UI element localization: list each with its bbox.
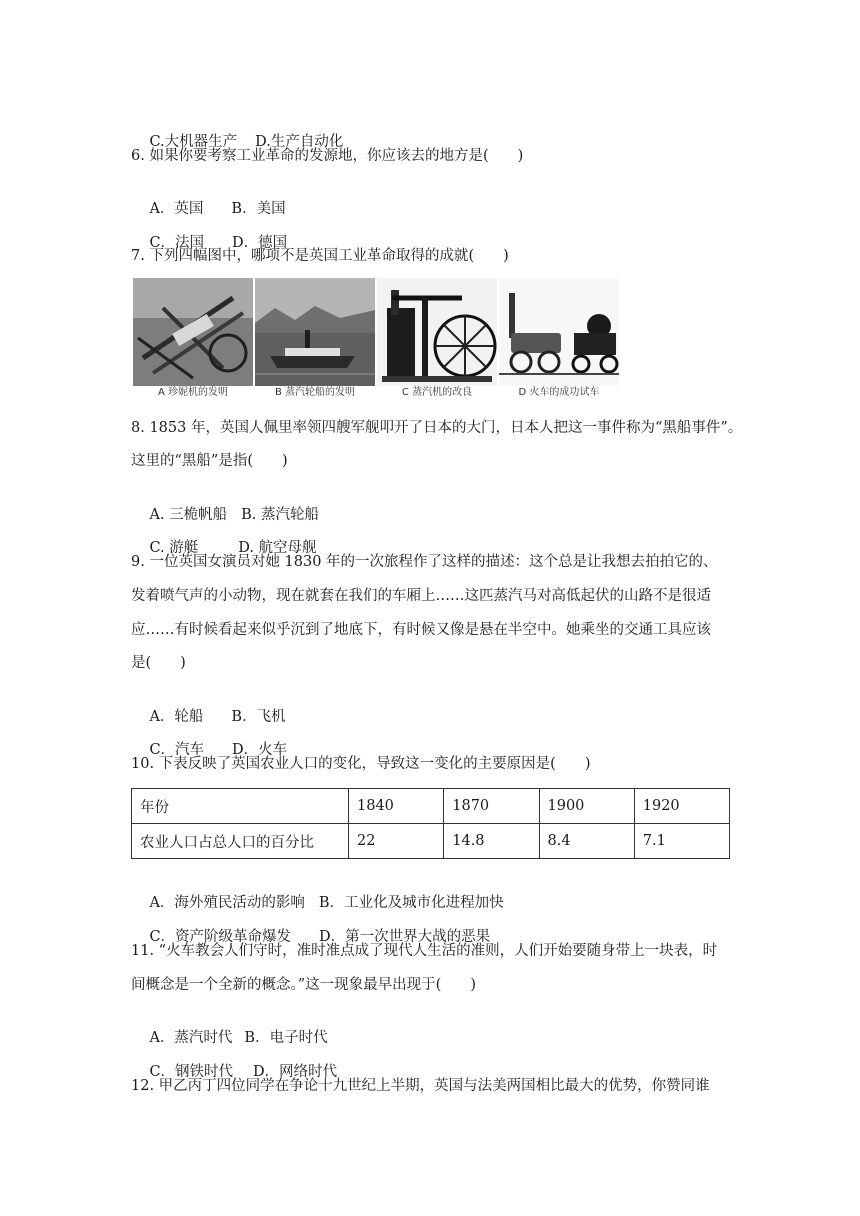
table-row [132,824,730,859]
q8-option-d: D. 航空母舰 [238,540,317,556]
q7-caption-b: B 蒸汽轮船的发明 [274,387,356,398]
q7-image-steamboat [255,278,375,400]
q8-stem-line2: 这里的“黑船”是指( ) [131,453,288,469]
table-cell: 14.8 [444,824,539,859]
q7-caption-c: C 蒸汽机的改良 [401,387,473,398]
q11-option-b: B．电子时代 [244,1030,328,1046]
q5-option-c: C.大机器生产 [149,134,238,150]
table-cell: 1900 [539,789,634,824]
q10-option-c: C．资产阶级革命爆发 [149,929,292,945]
q10-stem: 10. 下表反映了英国农业人口的变化，导致这一变化的主要原因是( ) [131,756,591,772]
q9-stem-line3: 应……有时候看起来似乎沉到了地底下，有时候又像是悬在半空中。她乘坐的交通工具应该 [131,622,711,638]
q7-stem: 7. 下列四幅图中，哪项不是英国工业革命取得的成就( ) [131,248,509,264]
q9-option-d: D．火车 [232,742,288,758]
q11-stem-line1: 11. “火车教会人们守时，准时准点成了现代人生活的准则，人们开始要随身带上一块表，时 [131,943,718,959]
q9-option-c: C．汽车 [149,742,205,758]
q7-image-steam-engine [377,278,497,400]
q10-option-a: A．海外殖民活动的影响 [149,895,305,911]
q9-stem-line1: 9. 一位英国女演员对她 1830 年的一次旅程作了这样的描述：这个总是让我想去拍拍它的、 [131,554,718,570]
table-cell: 22 [349,824,444,859]
table-row [132,789,730,824]
q6-option-b: B．美国 [231,201,286,217]
q12-stem-line1: 12. 甲乙丙丁四位同学在争论十九世纪上半期，英国与法美两国相比最大的优势，你赞同谁 [131,1078,710,1094]
q11-stem-line2: 间概念是一个全新的概念。”这一现象最早出现于( ) [131,977,476,993]
q8-option-a: A. 三桅帆船 [149,507,228,523]
q10-population-table [131,788,730,859]
table-cell: 农业人口占总人口的百分比 [132,824,349,859]
q9-option-b: B．飞机 [231,709,286,725]
table-cell: 1840 [349,789,444,824]
q5-option-d: D.生产自动化 [255,134,344,150]
q6-option-d: D．德国 [232,235,288,251]
q7-image-locomotive [499,278,619,400]
table-cell: 1870 [444,789,539,824]
q6-option-c: C．法国 [149,235,205,251]
q6-option-a: A．英国 [149,201,204,217]
q7-caption-d: D 火车的成功试车 [518,387,600,398]
q9-stem-line4: 是( ) [131,655,186,671]
q10-option-b: B．工业化及城市化进程加快 [318,895,504,911]
table-cell: 年份 [132,789,349,824]
q11-option-a: A．蒸汽时代 [149,1030,233,1046]
q8-stem-line1: 8. 1853 年，英国人佩里率领四艘军舰叩开了日本的大门，日本人把这一事件称为“黑船事件”。 [131,420,743,436]
q10-option-d: D．第一次世界大战的恶果 [319,929,491,945]
q7-caption-a: A 珍妮机的发明 [157,387,229,398]
q6-stem: 6. 如果你要考察工业革命的发源地，你应该去的地方是( ) [131,148,524,164]
q8-option-c: C. 游艇 [149,540,199,556]
q7-image-spinning-jenny [133,278,253,400]
q9-option-a: A．轮船 [149,709,204,725]
q11-option-c: C．钢铁时代 [149,1064,234,1080]
q7-figure-strip [133,278,621,400]
table-cell: 8.4 [539,824,634,859]
table-cell: 7.1 [634,824,729,859]
q11-option-d: D．网络时代 [253,1064,338,1080]
table-cell: 1920 [634,789,729,824]
q9-stem-line2: 发着喷气声的小动物，现在就套在我们的车厢上……这匹蒸汽马对高低起伏的山路不是很适 [131,588,711,604]
q8-option-b: B. 蒸汽轮船 [241,507,320,523]
